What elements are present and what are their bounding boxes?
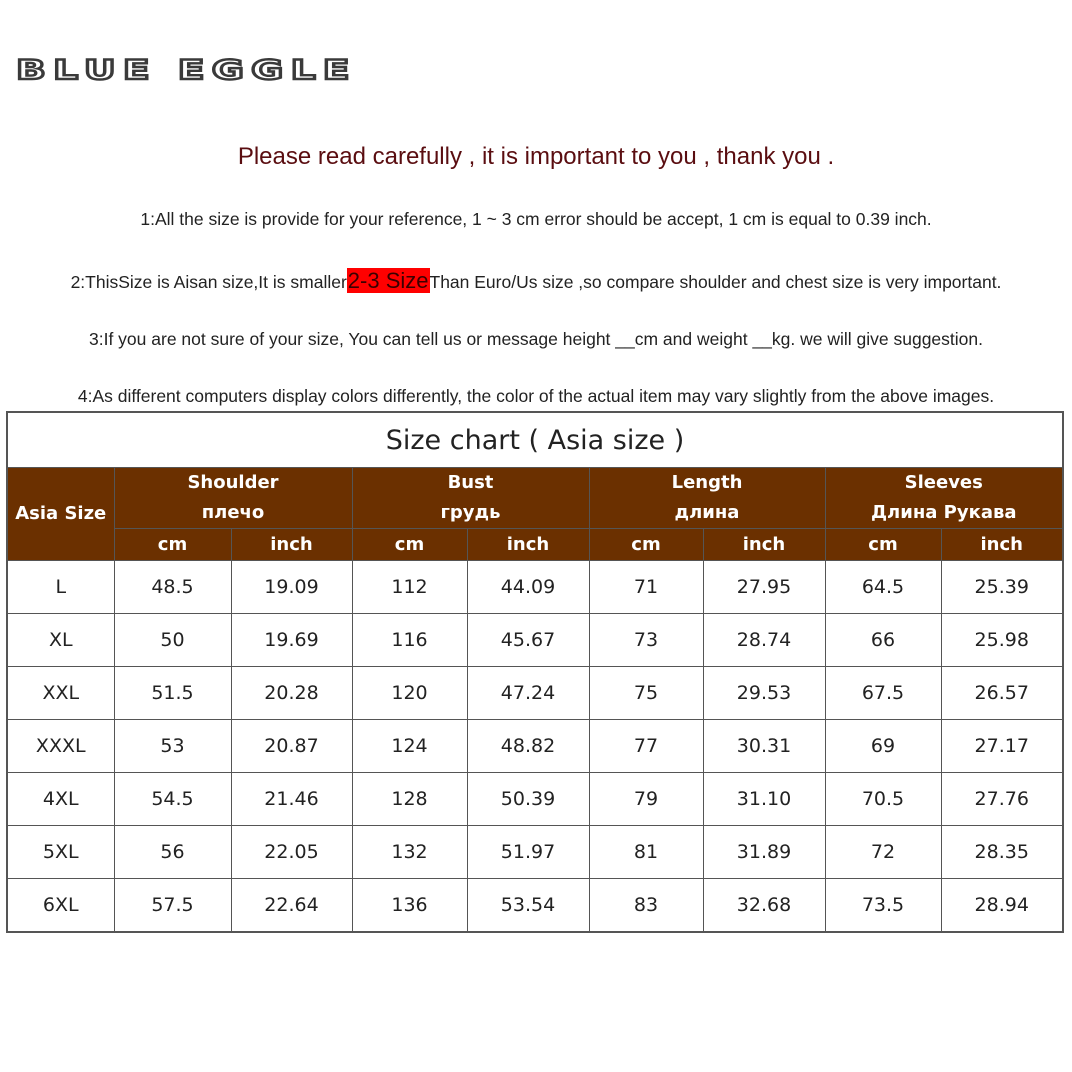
measurement-cell: 30.31 bbox=[703, 720, 825, 773]
size-label-cell: 5XL bbox=[7, 826, 114, 879]
measurement-cell: 67.5 bbox=[825, 667, 941, 720]
table-row bbox=[7, 826, 1063, 879]
measurement-cell: 22.05 bbox=[231, 826, 352, 879]
measurement-cell: 132 bbox=[352, 826, 467, 879]
size-label-cell: 4XL bbox=[7, 773, 114, 826]
bust-label-ru: грудь bbox=[440, 502, 501, 523]
measurement-cell: 48.5 bbox=[114, 561, 231, 614]
measurement-cell: 73.5 bbox=[825, 879, 941, 933]
length-header bbox=[589, 468, 825, 529]
unit-inch: inch bbox=[941, 529, 1063, 561]
headline: Please read carefully , it is important to you , thank you . bbox=[237, 143, 835, 170]
measurement-cell: 32.68 bbox=[703, 879, 825, 933]
measurement-cell: 26.57 bbox=[941, 667, 1063, 720]
measurement-cell: 19.69 bbox=[231, 614, 352, 667]
bust-label: Bust bbox=[447, 472, 494, 493]
size-highlight: 2-3 Size bbox=[347, 268, 429, 293]
unit-cm: cm bbox=[352, 529, 467, 561]
measurement-cell: 77 bbox=[589, 720, 703, 773]
unit-inch: inch bbox=[467, 529, 589, 561]
size-column-header: Asia Size bbox=[7, 468, 114, 561]
table-row bbox=[7, 879, 1063, 933]
measurement-cell: 27.76 bbox=[941, 773, 1063, 826]
measurement-cell: 79 bbox=[589, 773, 703, 826]
unit-inch: inch bbox=[703, 529, 825, 561]
unit-cm: cm bbox=[114, 529, 231, 561]
measurement-cell: 31.89 bbox=[703, 826, 825, 879]
measurement-cell: 128 bbox=[352, 773, 467, 826]
size-label-cell: XL bbox=[7, 614, 114, 667]
measurement-cell: 20.28 bbox=[231, 667, 352, 720]
brand-logo bbox=[16, 55, 357, 86]
measurement-cell: 81 bbox=[589, 826, 703, 879]
measurement-cell: 54.5 bbox=[114, 773, 231, 826]
table-row bbox=[7, 720, 1063, 773]
measurement-cell: 27.17 bbox=[941, 720, 1063, 773]
sleeves-label: Sleeves bbox=[904, 472, 983, 493]
note-1: 1:All the size is provide for your reference, 1 ~ 3 cm error should be accept, 1 cm is equal to 0.39 inch. bbox=[140, 209, 932, 229]
size-label-cell: XXL bbox=[7, 667, 114, 720]
measurement-cell: 29.53 bbox=[703, 667, 825, 720]
length-label-ru: длина bbox=[674, 502, 740, 523]
measurement-cell: 70.5 bbox=[825, 773, 941, 826]
measurement-cell: 73 bbox=[589, 614, 703, 667]
shoulder-label-ru: плечо bbox=[201, 502, 265, 523]
measurement-cell: 28.74 bbox=[703, 614, 825, 667]
note-2-end: Than Euro/Us size ,so compare shoulder and chest size is very important. bbox=[429, 272, 1002, 292]
measurement-cell: 124 bbox=[352, 720, 467, 773]
measurement-cell: 44.09 bbox=[467, 561, 589, 614]
sleeves-label-ru: Длина Рукава bbox=[871, 502, 1017, 523]
size-label-cell: 6XL bbox=[7, 879, 114, 933]
measurement-cell: 20.87 bbox=[231, 720, 352, 773]
size-label-cell: L bbox=[7, 561, 114, 614]
measurement-cell: 28.94 bbox=[941, 879, 1063, 933]
size-chart-table bbox=[6, 411, 1064, 933]
measurement-cell: 28.35 bbox=[941, 826, 1063, 879]
measurement-cell: 22.64 bbox=[231, 879, 352, 933]
shoulder-label: Shoulder bbox=[187, 472, 279, 493]
note-2-start: 2:ThisSize is Aisan size,It is smaller bbox=[70, 272, 347, 292]
measurement-cell: 116 bbox=[352, 614, 467, 667]
measurement-cell: 51.97 bbox=[467, 826, 589, 879]
measurement-cell: 47.24 bbox=[467, 667, 589, 720]
length-label: Length bbox=[671, 472, 743, 493]
measurement-cell: 53 bbox=[114, 720, 231, 773]
measurement-cell: 50.39 bbox=[467, 773, 589, 826]
measurement-cell: 83 bbox=[589, 879, 703, 933]
measurement-cell: 25.98 bbox=[941, 614, 1063, 667]
measurement-cell: 72 bbox=[825, 826, 941, 879]
bust-header bbox=[352, 468, 589, 529]
table-row bbox=[7, 614, 1063, 667]
measurement-cell: 64.5 bbox=[825, 561, 941, 614]
unit-inch: inch bbox=[231, 529, 352, 561]
unit-cm: cm bbox=[589, 529, 703, 561]
shoulder-header bbox=[114, 468, 352, 529]
measurement-cell: 19.09 bbox=[231, 561, 352, 614]
unit-cm: cm bbox=[825, 529, 941, 561]
brand-name: BLUE EGGLE bbox=[16, 55, 357, 86]
measurement-cell: 112 bbox=[352, 561, 467, 614]
measurement-cell: 57.5 bbox=[114, 879, 231, 933]
measurement-cell: 71 bbox=[589, 561, 703, 614]
measurement-cell: 69 bbox=[825, 720, 941, 773]
measurement-cell: 25.39 bbox=[941, 561, 1063, 614]
size-label-cell: XXXL bbox=[7, 720, 114, 773]
measurement-cell: 27.95 bbox=[703, 561, 825, 614]
note-2 bbox=[0, 268, 1072, 294]
table-row bbox=[7, 773, 1063, 826]
table-title: Size chart ( Asia size ) bbox=[7, 412, 1063, 468]
table-row bbox=[7, 561, 1063, 614]
measurement-cell: 21.46 bbox=[231, 773, 352, 826]
measurement-cell: 75 bbox=[589, 667, 703, 720]
measurement-cell: 51.5 bbox=[114, 667, 231, 720]
note-3: 3:If you are not sure of your size, You can tell us or message height __cm and weight __kg. we will give suggestion. bbox=[89, 329, 983, 349]
note-4: 4:As different computers display colors differently, the color of the actual item may vary slightly from the above images. bbox=[77, 386, 995, 406]
measurement-cell: 136 bbox=[352, 879, 467, 933]
measurement-cell: 53.54 bbox=[467, 879, 589, 933]
measurement-cell: 50 bbox=[114, 614, 231, 667]
measurement-cell: 45.67 bbox=[467, 614, 589, 667]
measurement-cell: 56 bbox=[114, 826, 231, 879]
measurement-cell: 48.82 bbox=[467, 720, 589, 773]
measurement-cell: 31.10 bbox=[703, 773, 825, 826]
measurement-cell: 120 bbox=[352, 667, 467, 720]
table-row bbox=[7, 667, 1063, 720]
measurement-cell: 66 bbox=[825, 614, 941, 667]
table-body bbox=[7, 561, 1063, 933]
sleeves-header bbox=[825, 468, 1063, 529]
